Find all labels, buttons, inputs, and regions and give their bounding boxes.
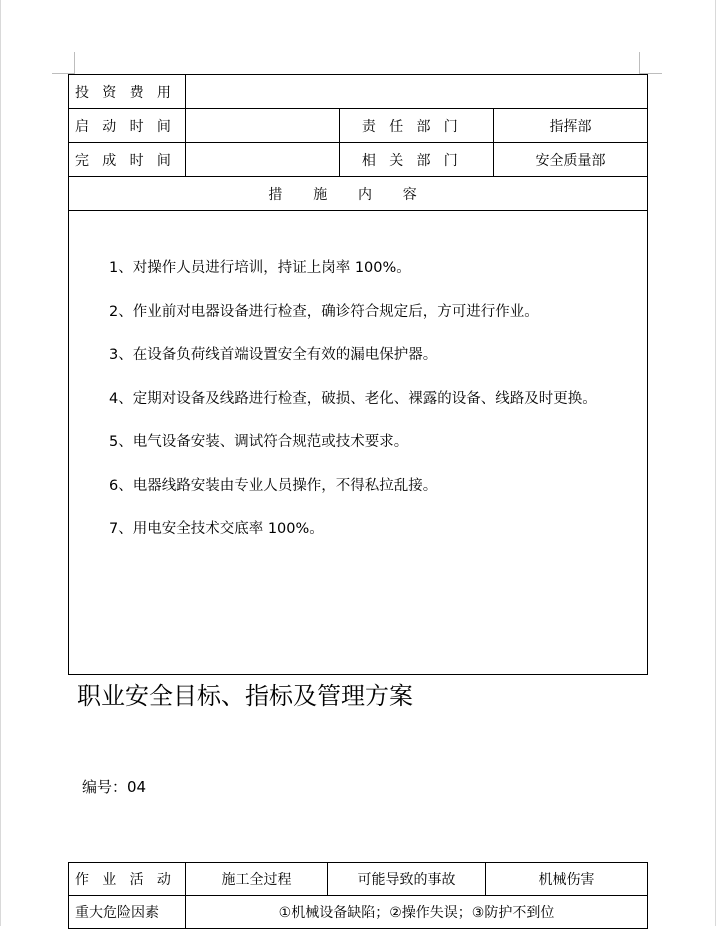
measure-item: 6、电器线路安装由专业人员操作，不得私拉乱接。 — [109, 477, 438, 494]
measures-table — [68, 74, 648, 675]
table-row — [69, 896, 648, 929]
measure-item: 4、定期对设备及线路进行检查，破损、老化、裸露的设备、线路及时更换。 — [109, 390, 597, 407]
accident-value[interactable]: 机械伤害 — [486, 863, 648, 896]
responsible-dept-label: 责任部门 — [340, 109, 494, 143]
start-time-value[interactable] — [186, 109, 340, 143]
hazard-table — [68, 862, 648, 929]
margin-mark — [639, 52, 640, 74]
table-row — [69, 75, 648, 109]
investment-label: 投资费用 — [69, 75, 186, 109]
measure-item: 3、在设备负荷线首端设置安全有效的漏电保护器。 — [109, 347, 438, 363]
investment-value[interactable] — [186, 75, 648, 109]
hazard-value[interactable]: ①机械设备缺陷；②操作失误；③防护不到位 — [186, 896, 648, 929]
responsible-dept-value[interactable]: 指挥部 — [494, 109, 648, 143]
start-time-label: 启动时间 — [69, 109, 186, 143]
table-row — [69, 109, 648, 143]
document-number: 编号：04 — [82, 778, 147, 796]
measures-cell[interactable] — [69, 211, 648, 675]
page-edge-left — [0, 0, 1, 926]
measure-item: 7、用电安全技术交底率 100%。 — [109, 521, 324, 537]
measure-item: 2、作业前对电器设备进行检查，确诊符合规定后，方可进行作业。 — [109, 303, 539, 320]
measure-item: 5、电气设备安装、调试符合规范或技术要求。 — [109, 434, 409, 450]
table-row — [69, 177, 648, 211]
table-row — [69, 863, 648, 896]
activity-value[interactable]: 施工全过程 — [186, 863, 328, 896]
hazard-label: 重大危险因素 — [69, 896, 186, 929]
activity-label: 作业活动 — [69, 863, 186, 896]
finish-time-value[interactable] — [186, 143, 340, 177]
measures-header: 措施内容 — [69, 177, 648, 211]
section-title: 职业安全目标、指标及管理方案 — [77, 682, 413, 710]
measure-item: 1、对操作人员进行培训，持证上岗率 100%。 — [109, 260, 411, 276]
table-row — [69, 211, 648, 675]
table-row — [69, 143, 648, 177]
margin-mark — [74, 52, 75, 74]
related-dept-label: 相关部门 — [340, 143, 494, 177]
finish-time-label: 完成时间 — [69, 143, 186, 177]
related-dept-value[interactable]: 安全质量部 — [494, 143, 648, 177]
measures-list — [69, 211, 647, 552]
accident-label: 可能导致的事故 — [328, 863, 486, 896]
